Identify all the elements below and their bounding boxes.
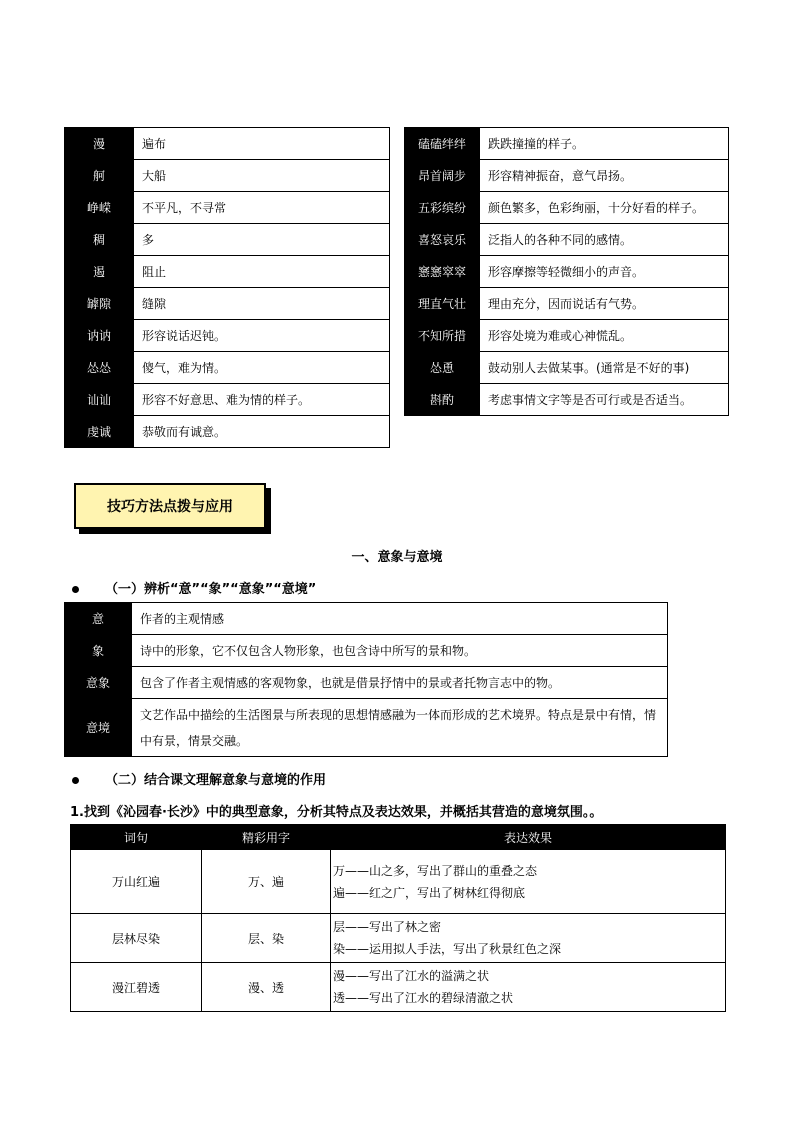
effect-line: 万——山之多，写出了群山的重叠之态 (333, 863, 538, 878)
definition-term: 象 (65, 635, 132, 667)
definition-text: 诗中的形象，它不仅包含人物形象，也包含诗中所写的景和物。 (132, 635, 668, 667)
vocab-meaning: 形容摩擦等轻微细小的声音。 (480, 256, 729, 288)
vocab-row (65, 288, 390, 320)
vocab-row (405, 224, 729, 256)
vocab-row (405, 320, 729, 352)
effect-line: 层——写出了林之密 (333, 920, 442, 934)
vocab-row (405, 256, 729, 288)
definition-row (65, 667, 668, 699)
vocab-row (405, 128, 729, 160)
analysis-phrase: 万山红遍 (71, 850, 202, 914)
vocab-row (405, 384, 729, 416)
vocab-meaning: 形容不好意思、难为情的样子。 (134, 384, 390, 416)
bullet-heading-2 (72, 769, 326, 788)
header-effect: 表达效果 (331, 825, 726, 850)
definition-term: 意境 (65, 699, 132, 757)
vocab-term: 讪讪 (65, 384, 134, 416)
vocab-meaning: 阻止 (134, 256, 390, 288)
vocab-meaning: 形容处境为难或心神慌乱。 (480, 320, 729, 352)
bullet-heading-1 (72, 578, 316, 597)
vocab-row (405, 288, 729, 320)
definition-row (65, 603, 668, 635)
vocab-term: 昂首阔步 (405, 160, 480, 192)
vocab-table-left (64, 127, 390, 448)
vocab-meaning: 不平凡，不寻常 (134, 192, 390, 224)
vocab-term: 稠 (65, 224, 134, 256)
vocab-row (405, 160, 729, 192)
vocab-row (405, 352, 729, 384)
analysis-effect (331, 963, 726, 1012)
analysis-effect (331, 914, 726, 963)
analysis-effect (331, 850, 726, 914)
vocab-meaning: 理由充分，因而说话有气势。 (480, 288, 729, 320)
analysis-row (71, 850, 726, 914)
analysis-phrase: 层林尽染 (71, 914, 202, 963)
vocab-term: 舸 (65, 160, 134, 192)
vocab-meaning: 大船 (134, 160, 390, 192)
effect-line: 染——运用拟人手法，写出了秋景红色之深 (333, 942, 562, 956)
definition-text: 作者的主观情感 (132, 603, 668, 635)
analysis-table (70, 824, 726, 1012)
vocab-row (65, 352, 390, 384)
vocab-meaning: 颜色繁多，色彩绚丽，十分好看的样子。 (480, 192, 729, 224)
header-phrase: 词句 (71, 825, 202, 850)
vocab-term: 五彩缤纷 (405, 192, 480, 224)
vocab-term: 理直气壮 (405, 288, 480, 320)
vocab-term: 窸窸窣窣 (405, 256, 480, 288)
header-words: 精彩用字 (202, 825, 331, 850)
bullet-text: （一）辨析“意”“象”“意象”“意境” (105, 582, 317, 597)
vocab-term: 斟酌 (405, 384, 480, 416)
vocab-term: 漫 (65, 128, 134, 160)
vocab-row (405, 192, 729, 224)
analysis-row (71, 963, 726, 1012)
vocab-meaning: 傻气，难为情。 (134, 352, 390, 384)
vocab-meaning: 跌跌撞撞的样子。 (480, 128, 729, 160)
vocab-row (65, 320, 390, 352)
analysis-words: 万、遍 (202, 850, 331, 914)
analysis-words: 漫、透 (202, 963, 331, 1012)
vocab-term: 怂恿 (405, 352, 480, 384)
analysis-row (71, 914, 726, 963)
vocab-term: 喜怒哀乐 (405, 224, 480, 256)
vocab-meaning: 形容说话迟钝。 (134, 320, 390, 352)
vocab-term: 不知所措 (405, 320, 480, 352)
definition-term: 意象 (65, 667, 132, 699)
effect-line: 遍——红之广，写出了树林红得彻底 (333, 885, 526, 900)
vocab-meaning: 形容精神振奋，意气昂扬。 (480, 160, 729, 192)
vocab-meaning: 泛指人的各种不同的感情。 (480, 224, 729, 256)
vocab-term: 罅隙 (65, 288, 134, 320)
vocab-term: 讷讷 (65, 320, 134, 352)
vocab-row (65, 160, 390, 192)
vocab-meaning: 鼓动别人去做某事。(通常是不好的事) (480, 352, 729, 384)
vocab-term: 怂怂 (65, 352, 134, 384)
vocab-meaning: 考虑事情文字等是否可行或是否适当。 (480, 384, 729, 416)
definition-term: 意 (65, 603, 132, 635)
definition-text: 包含了作者主观情感的客观物象，也就是借景抒情中的景或者托物言志中的物。 (132, 667, 668, 699)
effect-line: 透——写出了江水的碧绿清澈之状 (333, 991, 514, 1005)
vocab-term: 磕磕绊绊 (405, 128, 480, 160)
vocab-meaning: 恭敬而有诚意。 (134, 416, 390, 448)
vocab-term: 峥嵘 (65, 192, 134, 224)
vocab-row (65, 128, 390, 160)
bullet-text: （二）结合课文理解意象与意境的作用 (105, 773, 327, 788)
tip-box-heading: 技巧方法点拨与应用 (74, 483, 266, 529)
vocab-term: 遏 (65, 256, 134, 288)
vocab-meaning: 遍布 (134, 128, 390, 160)
vocab-meaning: 多 (134, 224, 390, 256)
definition-row (65, 635, 668, 667)
vocab-row (65, 416, 390, 448)
vocab-row (65, 384, 390, 416)
vocab-term: 虔诚 (65, 416, 134, 448)
analysis-phrase: 漫江碧透 (71, 963, 202, 1012)
analysis-words: 层、染 (202, 914, 331, 963)
question-text: 1.找到《沁园春·长沙》中的典型意象，分析其特点及表达效果，并概括其营造的意境氛围。。 (70, 805, 603, 820)
definition-text: 文艺作品中描绘的生活图景与所表现的思想情感融为一体而形成的艺术境界。特点是景中有情，情中有景，情景交融。 (132, 699, 668, 757)
vocab-row (65, 256, 390, 288)
vocab-row (65, 224, 390, 256)
vocab-row (65, 192, 390, 224)
bullet-icon (72, 586, 79, 593)
vocab-meaning: 缝隙 (134, 288, 390, 320)
effect-line: 漫——写出了江水的溢满之状 (333, 969, 490, 983)
definition-table (64, 602, 668, 757)
vocab-table-right (404, 127, 729, 416)
definition-row (65, 699, 668, 757)
bullet-icon (72, 777, 79, 784)
section-title: 一、意象与意境 (351, 550, 443, 565)
